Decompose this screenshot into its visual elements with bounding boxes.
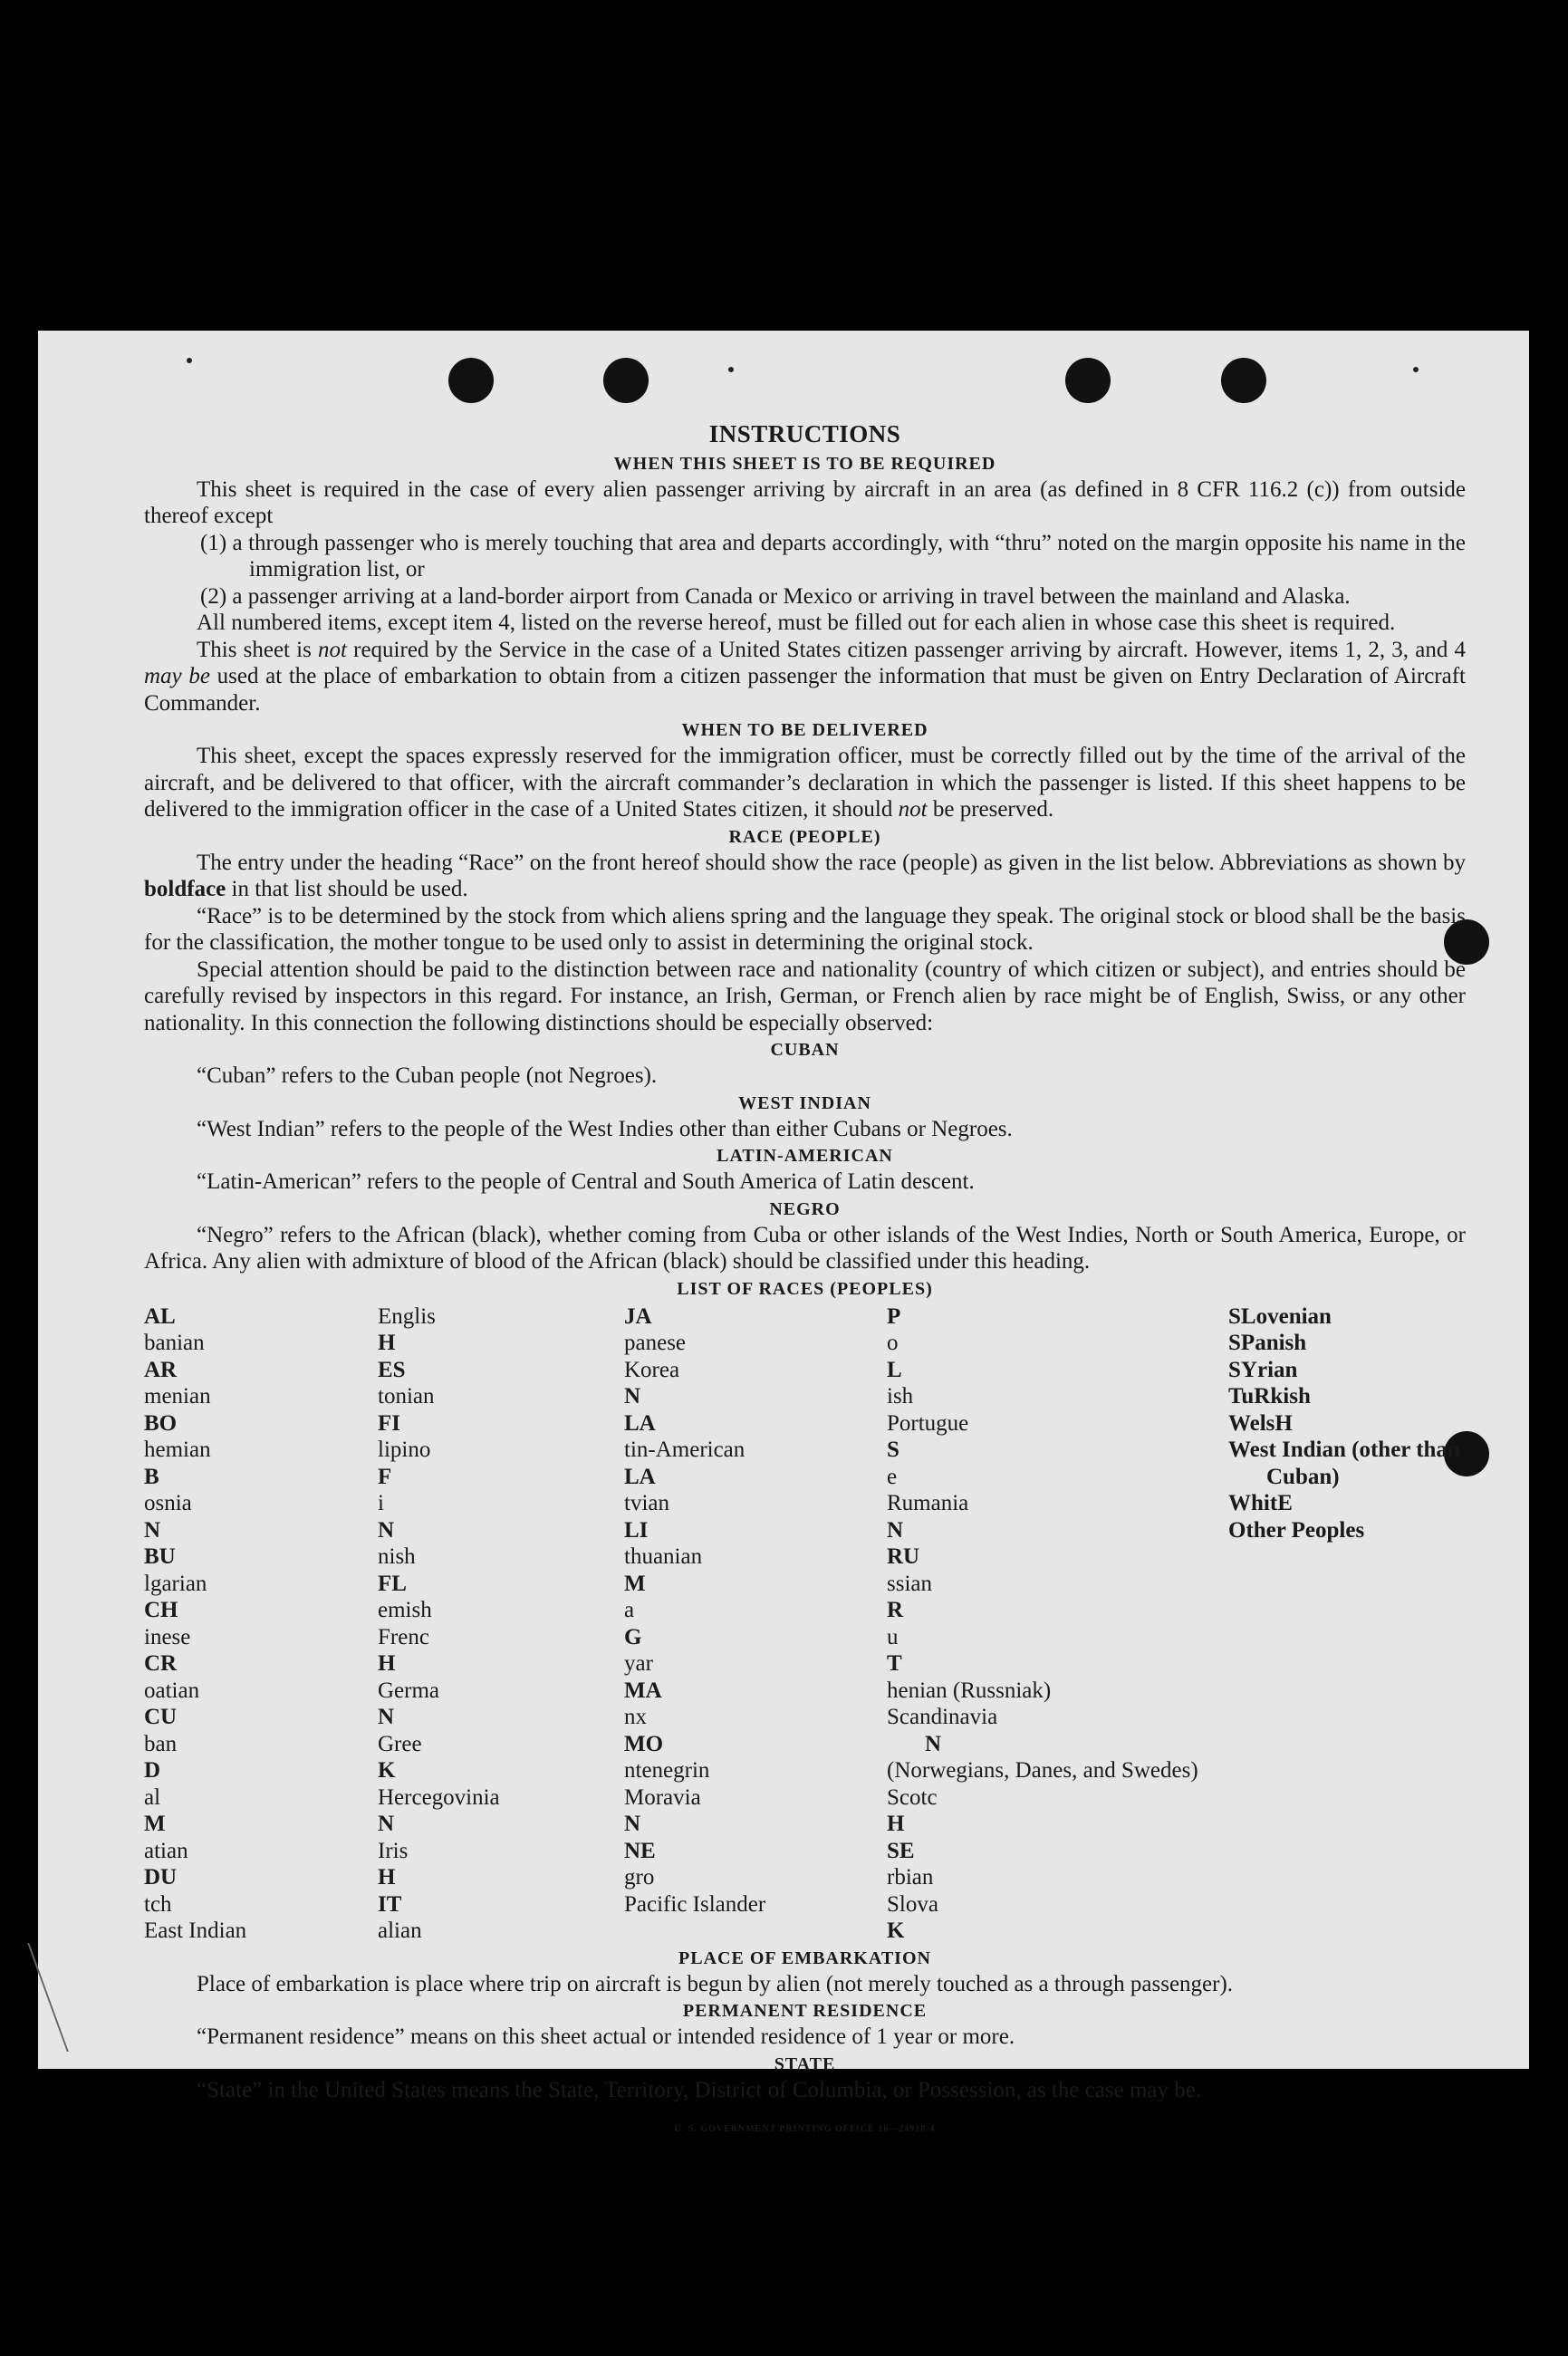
race-entry: D al M atian: [144, 1758, 188, 1863]
race-column: [624, 1303, 887, 1945]
race-entry: SLovenian: [1228, 1303, 1332, 1329]
race-entry: F i N nish: [378, 1464, 416, 1569]
race-column: [1228, 1303, 1466, 1945]
race-entry: Other Peoples: [1228, 1517, 1365, 1543]
paragraph: “Race” is to be determined by the stock from which aliens spring and the language they speak. The original stock or blood shall be the basis for the classification, the mother tongue to be used only to assist in determining the original stock.: [144, 903, 1466, 955]
speck: [187, 358, 192, 363]
printer-imprint: U. S. GOVERNMENT PRINTING OFFICE 16—24918-4: [674, 2124, 936, 2134]
punch-hole: [1065, 358, 1111, 403]
definition: “Negro” refers to the African (black), whether coming from Cuba or other islands of the West Indies, North or South America, Europe, or Africa. Any alien with admixture of blood of the African (black) should be classified under this heading.: [144, 1222, 1466, 1274]
document-sheet: [38, 331, 1529, 2134]
punch-hole: [448, 358, 494, 403]
definition: “Permanent residence” means on this sheet actual or intended residence of 1 year or more.: [197, 2024, 1015, 2049]
race-entry: FI lipino: [378, 1410, 431, 1462]
race-entry: AR menian: [144, 1357, 211, 1409]
race-entry: Korea N: [624, 1357, 680, 1409]
section-heading: PLACE OF EMBARKATION: [678, 1947, 931, 1968]
race-entry: FL emish: [378, 1571, 432, 1622]
race-entry: LA tin-American: [624, 1410, 746, 1462]
race-entry: Frenc H: [378, 1624, 429, 1676]
speck: [728, 367, 734, 372]
paragraph: This sheet is not required by the Service in the case of a United States citizen passenger arriving by aircraft. However, items 1, 2, 3, and 4 may be used at the place of embarkation to obtain from a citizen passenger the information that must be given on Entry Declaration of Aircraft Commander.: [144, 637, 1467, 716]
section-heading: PERMANENT RESIDENCE: [682, 2001, 928, 2021]
paragraph: This sheet, except the spaces expressly reserved for the immigration officer, must be correctly filled out by the time of the arrival of the aircraft, and be delivered to that officer, with the aircraft commander’s declaration in which the passenger is listed. If this sheet happens to be delivered to the immigration officer in the case of a United States citizen, it should not be preserved.: [144, 744, 1466, 822]
list-item: (1) a through passenger who is merely touching that area and departs accordingly, with “thru” noted on the margin opposite his name in the immigration list, or: [200, 530, 1466, 582]
race-entry: BU lgarian: [144, 1544, 207, 1596]
race-entry: Hercegovinia N: [378, 1784, 500, 1836]
paragraph: All numbered items, except item 4, listed on the reverse hereof, must be filled out for each alien in whose case this sheet is required.: [197, 611, 1396, 635]
race-entry: SYrian: [1228, 1357, 1298, 1382]
definition: Place of embarkation is place where trip on aircraft is begun by alien (not merely touched as a through passenger).: [197, 1971, 1234, 1996]
race-entry: B osnia N: [144, 1464, 192, 1543]
race-entry: SPanish: [1228, 1331, 1307, 1355]
paragraph: This sheet is required in the case of every alien passenger arriving by aircraft in an area (as defined in 8 CFR 116.2 (c)) from outside thereof except: [144, 476, 1466, 528]
race-entry: P o L ish: [887, 1303, 914, 1409]
race-entry: CR oatian: [144, 1651, 200, 1703]
race-column: [887, 1303, 1228, 1945]
punch-hole: [603, 358, 649, 403]
speck: [1413, 367, 1419, 372]
race-entry: ES tonian: [378, 1357, 435, 1409]
race-entry: Gree K: [378, 1731, 422, 1783]
race-entry: NE gro: [624, 1838, 656, 1890]
race-column: [378, 1303, 624, 1945]
paragraph: Special attention should be paid to the distinction between race and nationality (country of which citizen or subject), and entries should be carefully revised by inspectors in this regard. For instance, an Irish, German, or French alien by race might be of English, Swiss, or any other nationality. In this connection the following distinctions should be especially observed:: [144, 957, 1466, 1035]
definition: “Cuban” refers to the Cuban people (not Negroes).: [197, 1063, 658, 1088]
list-item: (2) a passenger arriving at a land-border airport from Canada or Mexico or arriving in travel between the mainland and Alaska.: [200, 583, 1351, 609]
race-entry: M a G yar: [624, 1571, 653, 1676]
section-heading: NEGRO: [769, 1198, 841, 1219]
section-heading: STATE: [774, 2053, 836, 2074]
race-entry: AL banian: [144, 1303, 205, 1355]
race-entry: West Indian (other than Cuban): [1228, 1438, 1460, 1489]
race-column: [144, 1303, 378, 1945]
race-entry: Portugue S e: [887, 1410, 969, 1489]
page-corner-fold: [27, 1943, 94, 2052]
instructions-content: [144, 421, 1466, 2143]
race-entry: LI thuanian: [624, 1517, 703, 1569]
definition: “Latin-American” refers to the people of Central and South America of Latin descent.: [197, 1169, 975, 1194]
section-heading: WHEN TO BE DELIVERED: [681, 720, 928, 740]
race-entry: Pacific Islander: [624, 1891, 766, 1917]
race-entry: DU tch: [144, 1865, 178, 1917]
race-entry: Moravia N: [624, 1784, 701, 1836]
race-entry: Rumania N: [887, 1491, 969, 1543]
race-entry: Scotc H: [887, 1784, 938, 1836]
race-entry: SE rbian: [887, 1838, 934, 1890]
race-entry: TuRkish: [1228, 1384, 1311, 1409]
page-title: INSTRUCTIONS: [708, 420, 901, 447]
race-entry: Slova K: [887, 1891, 938, 1943]
section-heading: RACE (PEOPLE): [728, 826, 881, 847]
section-heading: WHEN THIS SHEET IS TO BE REQUIRED: [613, 453, 996, 474]
section-heading: WEST INDIAN: [738, 1092, 871, 1113]
section-heading: LIST OF RACES (PEOPLES): [677, 1278, 933, 1299]
race-entry: BO hemian: [144, 1410, 211, 1462]
race-entry: CH inese: [144, 1598, 191, 1649]
race-entry: WhitE: [1228, 1491, 1293, 1515]
race-entry: Germa N: [378, 1678, 440, 1729]
race-entry: Iris H: [378, 1838, 409, 1890]
definition: “State” in the United States means the State, Territory, District of Columbia, or Possession, as the case may be.: [197, 2077, 1202, 2102]
definition: “West Indian” refers to the people of the West Indies other than either Cubans or Negroes.: [197, 1116, 1013, 1141]
race-entry: JA panese: [624, 1303, 687, 1355]
race-entry: Englis H: [378, 1303, 436, 1355]
race-entry: IT alian: [378, 1891, 422, 1943]
race-entry: RU ssian: [887, 1544, 932, 1596]
section-heading: CUBAN: [770, 1040, 840, 1060]
race-entry: Scandinavia N (Norwegians, Danes, and Swedes): [887, 1705, 1198, 1783]
race-entry: MO ntenegrin: [624, 1731, 710, 1783]
race-list: [144, 1303, 1466, 1945]
race-entry: LA tvian: [624, 1464, 669, 1515]
paragraph: The entry under the heading “Race” on the front hereof should show the race (people) as given in the list below. Abbreviations as shown by boldface in that list should be used.: [144, 850, 1466, 901]
punch-hole: [1221, 358, 1266, 403]
race-entry: East Indian: [144, 1918, 247, 1943]
race-entry: MA nx: [624, 1678, 662, 1729]
section-heading: LATIN-AMERICAN: [717, 1146, 893, 1166]
race-entry: CU ban: [144, 1705, 178, 1756]
race-entry: R u T henian (Russniak): [887, 1598, 1052, 1703]
race-entry: WelsH: [1228, 1410, 1293, 1436]
